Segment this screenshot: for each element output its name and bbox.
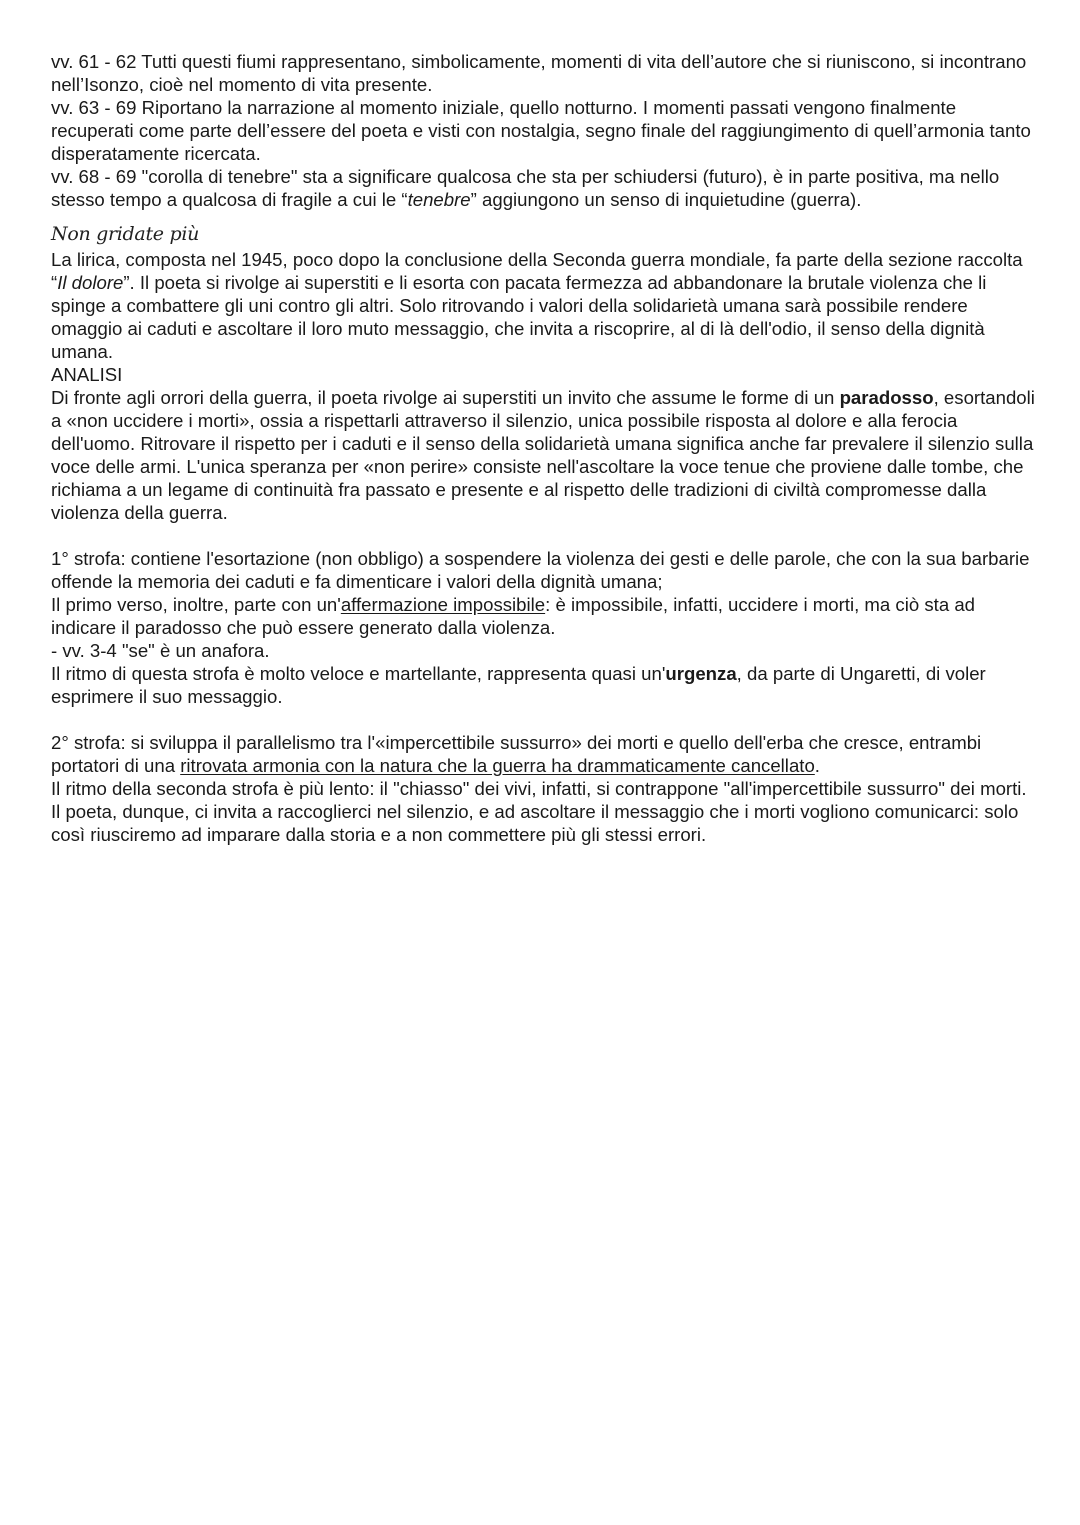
strofa1-first-verse [51, 593, 1036, 639]
strofa1-intro: 1° strofa: contiene l'esortazione (non obbligo) a sospendere la violenza dei gesti e delle parole, che con la sua barbarie offende la memoria dei caduti e fa dimenticare i valori della dignità umana; [51, 548, 1030, 592]
intro-text: La lirica, composta nel 1945, poco dopo la conclusione della Seconda guerra mondiale, fa parte della sezione raccolta “ [51, 249, 1023, 293]
note-text: vv. 63 - 69 Riportano la narrazione al momento iniziale, quello notturno. I momenti passati vengono finalmente recuperati come parte dell’essere del poeta e visti con nostalgia, segno finale del raggiungimento di quell’armonia tanto disperatamente ricercata. [51, 97, 1031, 164]
strofa1-text: Il primo verso, inoltre, parte con un' [51, 594, 341, 615]
intro-text: ”. Il poeta si rivolge ai superstiti e li esorta con pacata fermezza ad abbandonare la brutale violenza che li spinge a combattere gli uni contro gli altri. Solo ritrovando i valori della solidarietà umana sarà possibile rendere omaggio ai caduti e ascoltare il loro muto messaggio, che invita a riscoprire, al di là dell'odio, il senso della dignità umana. [51, 272, 987, 362]
note-text: vv. 61 - 62 Tutti questi fiumi rappresentano, simbolicamente, momenti di vita dell’autore che si riuniscono, si incontrano nell’Isonzo, cioè nel momento di vita presente. [51, 51, 1027, 95]
strofa1-text: : è impossibile, infatti, uccidere i morti, ma ciò sta ad indicare il paradosso che può essere generato dalla violenza. [51, 594, 976, 638]
italic-title: Il dolore [57, 272, 124, 293]
analysis-text: Di fronte agli orrori della guerra, il poeta rivolge ai superstiti un invito che assume le forme di un [51, 387, 840, 408]
strofa1-text: , da parte di Ungaretti, di voler esprimere il suo messaggio. [51, 663, 986, 707]
strofa1-ritmo [51, 662, 1036, 708]
strofa1-text: Il ritmo di questa strofa è molto veloce e martellante, rappresenta quasi un' [51, 663, 666, 684]
analysis-heading: ANALISI [51, 364, 123, 385]
strofa2-text: . [814, 755, 820, 776]
analysis-paragraph [51, 386, 1036, 524]
blank-line [51, 524, 1036, 547]
underlined-term: ritrovata armonia con la natura che la guerra ha drammaticamente cancellato [180, 755, 815, 776]
strofa2-intro [51, 731, 1036, 777]
note-vv-61-62 [51, 50, 1036, 96]
strofa1-anafora: - vv. 3-4 "se" è un anafora. [51, 640, 270, 661]
analysis-text: , esortandoli a «non uccidere i morti», ossia a rispettarli attraverso il silenzio, unica possibile risposta al dolore e alla ferocia dell'uomo. Ritrovare il rispetto per i caduti e il senso della solidarietà umana significa anche far prevalere il silenzio sulla voce delle armi. L'unica speranza per «non perire» consiste nell'ascoltare la voce tenue che proviene dalle tombe, che richiama a un legame di continuità fra passato e presente e al rispetto delle tradizioni di civiltà compromesse dalla violenza della guerra. [51, 387, 1035, 523]
bold-term: urgenza [665, 663, 737, 684]
blank-line [51, 708, 1036, 731]
section-intro [51, 248, 1036, 363]
italic-term: tenebre [407, 189, 471, 210]
note-vv-63-69 [51, 96, 1036, 165]
note-text: ” aggiungono un senso di inquietudine (guerra). [470, 189, 862, 210]
strofa2-text: 2° strofa: si sviluppa il parallelismo tra l'«impercettibile sussurro» dei morti e quello dell'erba che cresce, entrambi portatori di una [51, 732, 982, 776]
underlined-term: affermazione impossibile [340, 594, 546, 615]
section-title: Non gridate più [51, 223, 200, 245]
document-page [51, 50, 1036, 846]
note-vv-68-69 [51, 165, 1036, 211]
note-text: vv. 68 - 69 "corolla di tenebre" sta a significare qualcosa che sta per schiudersi (futuro), è in parte positiva, ma nello stesso tempo a qualcosa di fragile a cui le “ [51, 166, 1000, 210]
strofa2-ritmo: Il ritmo della seconda strofa è più lento: il "chiasso" dei vivi, infatti, si contrappone "all'impercettibile sussurro" dei morti. Il poeta, dunque, ci invita a raccoglierci nel silenzio, e ad ascoltare il messaggio che i morti vogliono comunicarci: solo così riusciremo ad imparare dalla storia e a non commettere più gli stessi errori. [51, 778, 1027, 845]
bold-term: paradosso [839, 387, 934, 408]
